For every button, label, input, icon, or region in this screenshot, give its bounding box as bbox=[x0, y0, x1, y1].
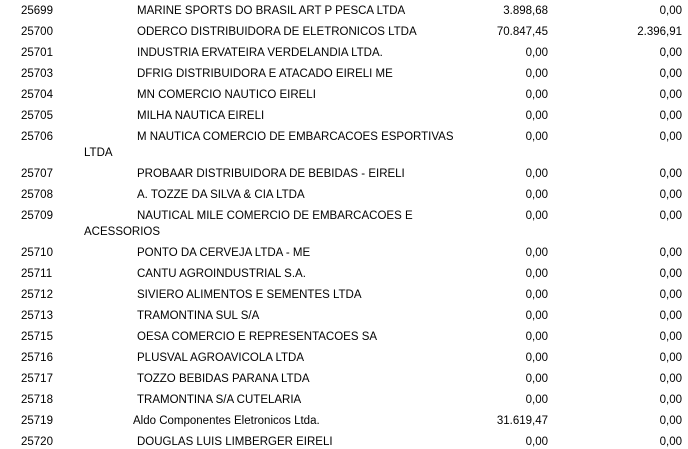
amount-column-1: 0,00 bbox=[525, 189, 548, 201]
supplier-code: 25707 bbox=[21, 168, 53, 180]
amount-column-2: 0,00 bbox=[659, 5, 682, 17]
supplier-code: 25715 bbox=[21, 331, 53, 343]
amount-column-1: 0,00 bbox=[525, 268, 548, 280]
amount-column-1: 0,00 bbox=[525, 168, 548, 180]
amount-column-1: 0,00 bbox=[525, 47, 548, 59]
supplier-code: 25711 bbox=[21, 268, 53, 280]
supplier-code: 25720 bbox=[21, 436, 53, 448]
amount-column-1: 0,00 bbox=[525, 331, 548, 343]
amount-column-2: 0,00 bbox=[659, 331, 682, 343]
amount-column-1: 0,00 bbox=[525, 89, 548, 101]
amount-column-2: 0,00 bbox=[659, 268, 682, 280]
amount-column-1: 0,00 bbox=[525, 310, 548, 322]
supplier-name: TRAMONTINA SUL S/A bbox=[137, 310, 260, 322]
supplier-name: TRAMONTINA S/A CUTELARIA bbox=[137, 394, 302, 406]
supplier-name: PROBAAR DISTRIBUIDORA DE BEBIDAS - EIRELI bbox=[137, 168, 405, 180]
amount-column-2: 0,00 bbox=[659, 415, 682, 427]
amount-column-2: 0,00 bbox=[659, 373, 682, 385]
amount-column-2: 0,00 bbox=[659, 110, 682, 122]
amount-column-2: 0,00 bbox=[659, 89, 682, 101]
supplier-name: DOUGLAS LUIS LIMBERGER EIRELI bbox=[137, 436, 333, 448]
supplier-code: 25704 bbox=[21, 89, 53, 101]
supplier-name: PONTO DA CERVEJA LTDA - ME bbox=[137, 247, 311, 259]
amount-column-1: 0,00 bbox=[525, 373, 548, 385]
supplier-code: 25709 bbox=[21, 210, 53, 222]
amount-column-1: 0,00 bbox=[525, 247, 548, 259]
amount-column-2: 0,00 bbox=[659, 68, 682, 80]
supplier-name: A. TOZZE DA SILVA & CIA LTDA bbox=[137, 189, 305, 201]
amount-column-1: 0,00 bbox=[525, 131, 548, 143]
amount-column-2: 0,00 bbox=[659, 168, 682, 180]
supplier-code: 25716 bbox=[21, 352, 53, 364]
supplier-name: SIVIERO ALIMENTOS E SEMENTES LTDA bbox=[137, 289, 362, 301]
supplier-code: 25705 bbox=[21, 110, 53, 122]
amount-column-2: 0,00 bbox=[659, 47, 682, 59]
amount-column-1: 70.847,45 bbox=[496, 26, 548, 38]
supplier-code: 25712 bbox=[21, 289, 53, 301]
amount-column-1: 0,00 bbox=[525, 210, 548, 222]
amount-column-1: 0,00 bbox=[525, 394, 548, 406]
supplier-code: 25701 bbox=[21, 47, 53, 59]
supplier-code: 25706 bbox=[21, 131, 53, 143]
amount-column-1: 0,00 bbox=[525, 110, 548, 122]
supplier-name: DFRIG DISTRIBUIDORA E ATACADO EIRELI ME bbox=[137, 68, 393, 80]
supplier-code: 25700 bbox=[21, 26, 53, 38]
amount-column-2: 0,00 bbox=[659, 310, 682, 322]
supplier-name: OESA COMERCIO E REPRESENTACOES SA bbox=[137, 331, 378, 343]
supplier-name: ODERCO DISTRIBUIDORA DE ELETRONICOS LTDA bbox=[137, 26, 417, 38]
supplier-code: 25719 bbox=[21, 415, 53, 427]
supplier-name: Aldo Componentes Eletronicos Ltda. bbox=[133, 415, 320, 427]
amount-column-2: 0,00 bbox=[659, 247, 682, 259]
amount-column-2: 2.396,91 bbox=[637, 26, 682, 38]
amount-column-1: 31.619,47 bbox=[496, 415, 548, 427]
supplier-name: M NAUTICA COMERCIO DE EMBARCACOES ESPORTIVAS bbox=[137, 131, 454, 143]
amount-column-1: 0,00 bbox=[525, 68, 548, 80]
amount-column-2: 0,00 bbox=[659, 210, 682, 222]
supplier-name: INDUSTRIA ERVATEIRA VERDELANDIA LTDA. bbox=[137, 47, 383, 59]
amount-column-2: 0,00 bbox=[659, 394, 682, 406]
supplier-name: CANTU AGROINDUSTRIAL S.A. bbox=[137, 268, 306, 280]
supplier-code: 25710 bbox=[21, 247, 53, 259]
amount-column-2: 0,00 bbox=[659, 436, 682, 448]
supplier-name-continuation: ACESSORIOS bbox=[84, 226, 161, 238]
supplier-name: NAUTICAL MILE COMERCIO DE EMBARCACOES E bbox=[137, 210, 413, 222]
supplier-code: 25699 bbox=[21, 5, 53, 17]
amount-column-2: 0,00 bbox=[659, 189, 682, 201]
amount-column-2: 0,00 bbox=[659, 289, 682, 301]
amount-column-1: 0,00 bbox=[525, 352, 548, 364]
amount-column-1: 3.898,68 bbox=[503, 5, 548, 17]
supplier-code: 25717 bbox=[21, 373, 53, 385]
supplier-code: 25703 bbox=[21, 68, 53, 80]
amount-column-1: 0,00 bbox=[525, 436, 548, 448]
supplier-code: 25713 bbox=[21, 310, 53, 322]
supplier-name: PLUSVAL AGROAVICOLA LTDA bbox=[137, 352, 305, 364]
supplier-name: TOZZO BEBIDAS PARANA LTDA bbox=[137, 373, 310, 385]
supplier-code: 25718 bbox=[21, 394, 53, 406]
supplier-code: 25708 bbox=[21, 189, 53, 201]
supplier-name: MILHA NAUTICA EIRELI bbox=[137, 110, 265, 122]
supplier-name-continuation: LTDA bbox=[84, 147, 113, 159]
amount-column-2: 0,00 bbox=[659, 352, 682, 364]
amount-column-2: 0,00 bbox=[659, 131, 682, 143]
supplier-name: MARINE SPORTS DO BRASIL ART P PESCA LTDA bbox=[137, 5, 406, 17]
amount-column-1: 0,00 bbox=[525, 289, 548, 301]
supplier-name: MN COMERCIO NAUTICO EIRELI bbox=[137, 89, 316, 101]
